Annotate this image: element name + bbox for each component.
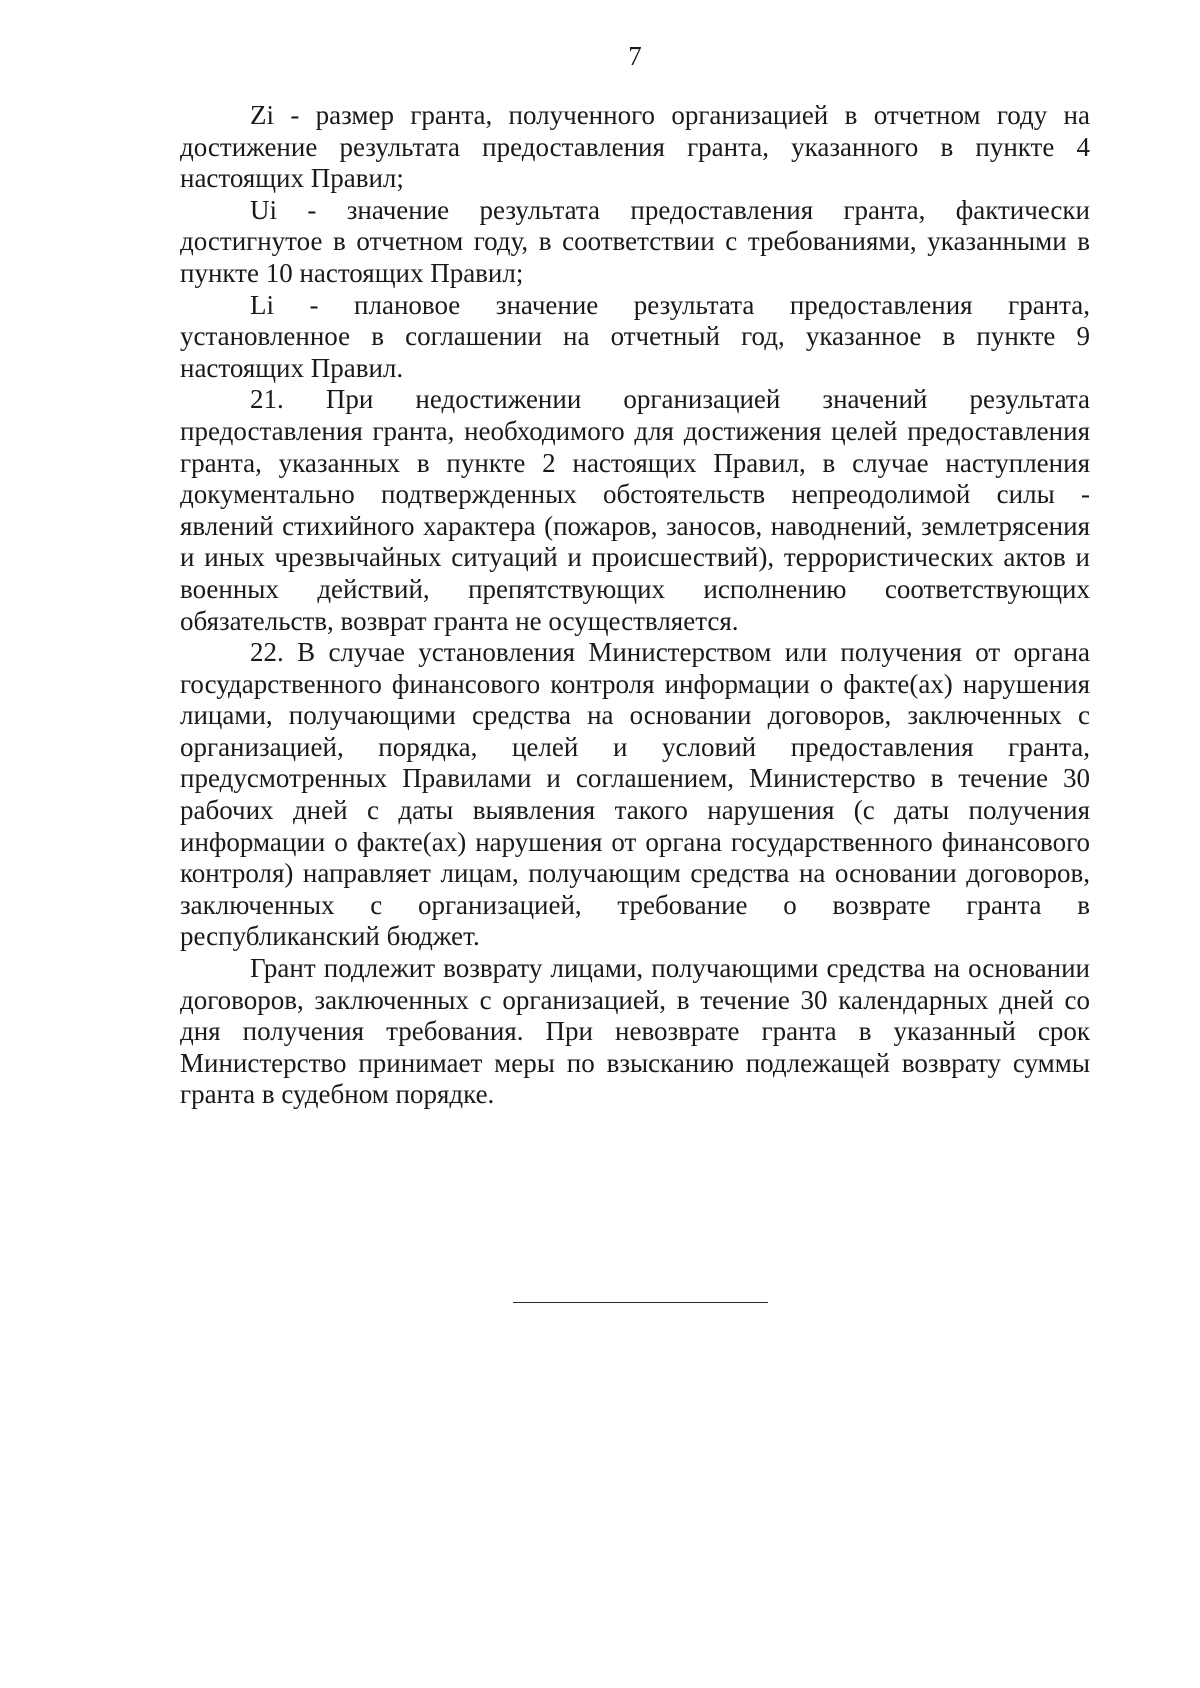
paragraph-clause-22: 22. В случае установления Министерством или получения от органа государственного финансового контроля информации о факте(ах) нарушения лицами, получающими средства на основании договоров, заключенных с организацией, порядка, целей и условий предоставления гранта, предусмотренных Правилами и соглашением, Министерство в течение 30 рабочих дней с даты выявления такого нарушения (с даты получения информации о факте(ах) нарушения от органа государственного финансового контроля) направляет лицам, получающим средства на основании договоров, заключенных с организацией, требование о возврате гранта в республиканский бюджет. — [180, 637, 1090, 952]
page-number: 7 — [628, 41, 642, 71]
document-body — [180, 100, 1090, 1111]
paragraph-li-definition: Li - плановое значение результата предоставления гранта, установленное в соглашении на отчетный год, указанное в пункте 9 настоящих Правил. — [180, 289, 1090, 383]
end-of-document-rule — [513, 1302, 768, 1303]
paragraph-clause-21: 21. При недостижении организацией значений результата предоставления гранта, необходимого для достижения целей предоставления гранта, указанных в пункте 2 настоящих Правил, в случае наступления документально подтвержденных обстоятельств непреодолимой силы - явлений стихийного характера (пожаров, заносов, наводнений, землетрясения и иных чрезвычайных ситуаций и происшествий), террористических актов и военных действий, препятствующих исполнению соответствующих обязательств, возврат гранта не осуществляется. — [180, 384, 1090, 636]
paragraph-zi-definition: Zi - размер гранта, полученного организацией в отчетном году на достижение результата предоставления гранта, указанного в пункте 4 настоящих Правил; — [180, 100, 1090, 194]
paragraph-ui-definition: Ui - значение результата предоставления гранта, фактически достигнутое в отчетном году, в соответствии с требованиями, указанными в пункте 10 настоящих Правил; — [180, 194, 1090, 288]
paragraph-grant-return: Грант подлежит возврату лицами, получающими средства на основании договоров, заключенных с организацией, в течение 30 календарных дней со дня получения требования. При невозврате гранта в указанный срок Министерство принимает меры по взысканию подлежащей возврату суммы гранта в судебном порядке. — [180, 953, 1090, 1110]
